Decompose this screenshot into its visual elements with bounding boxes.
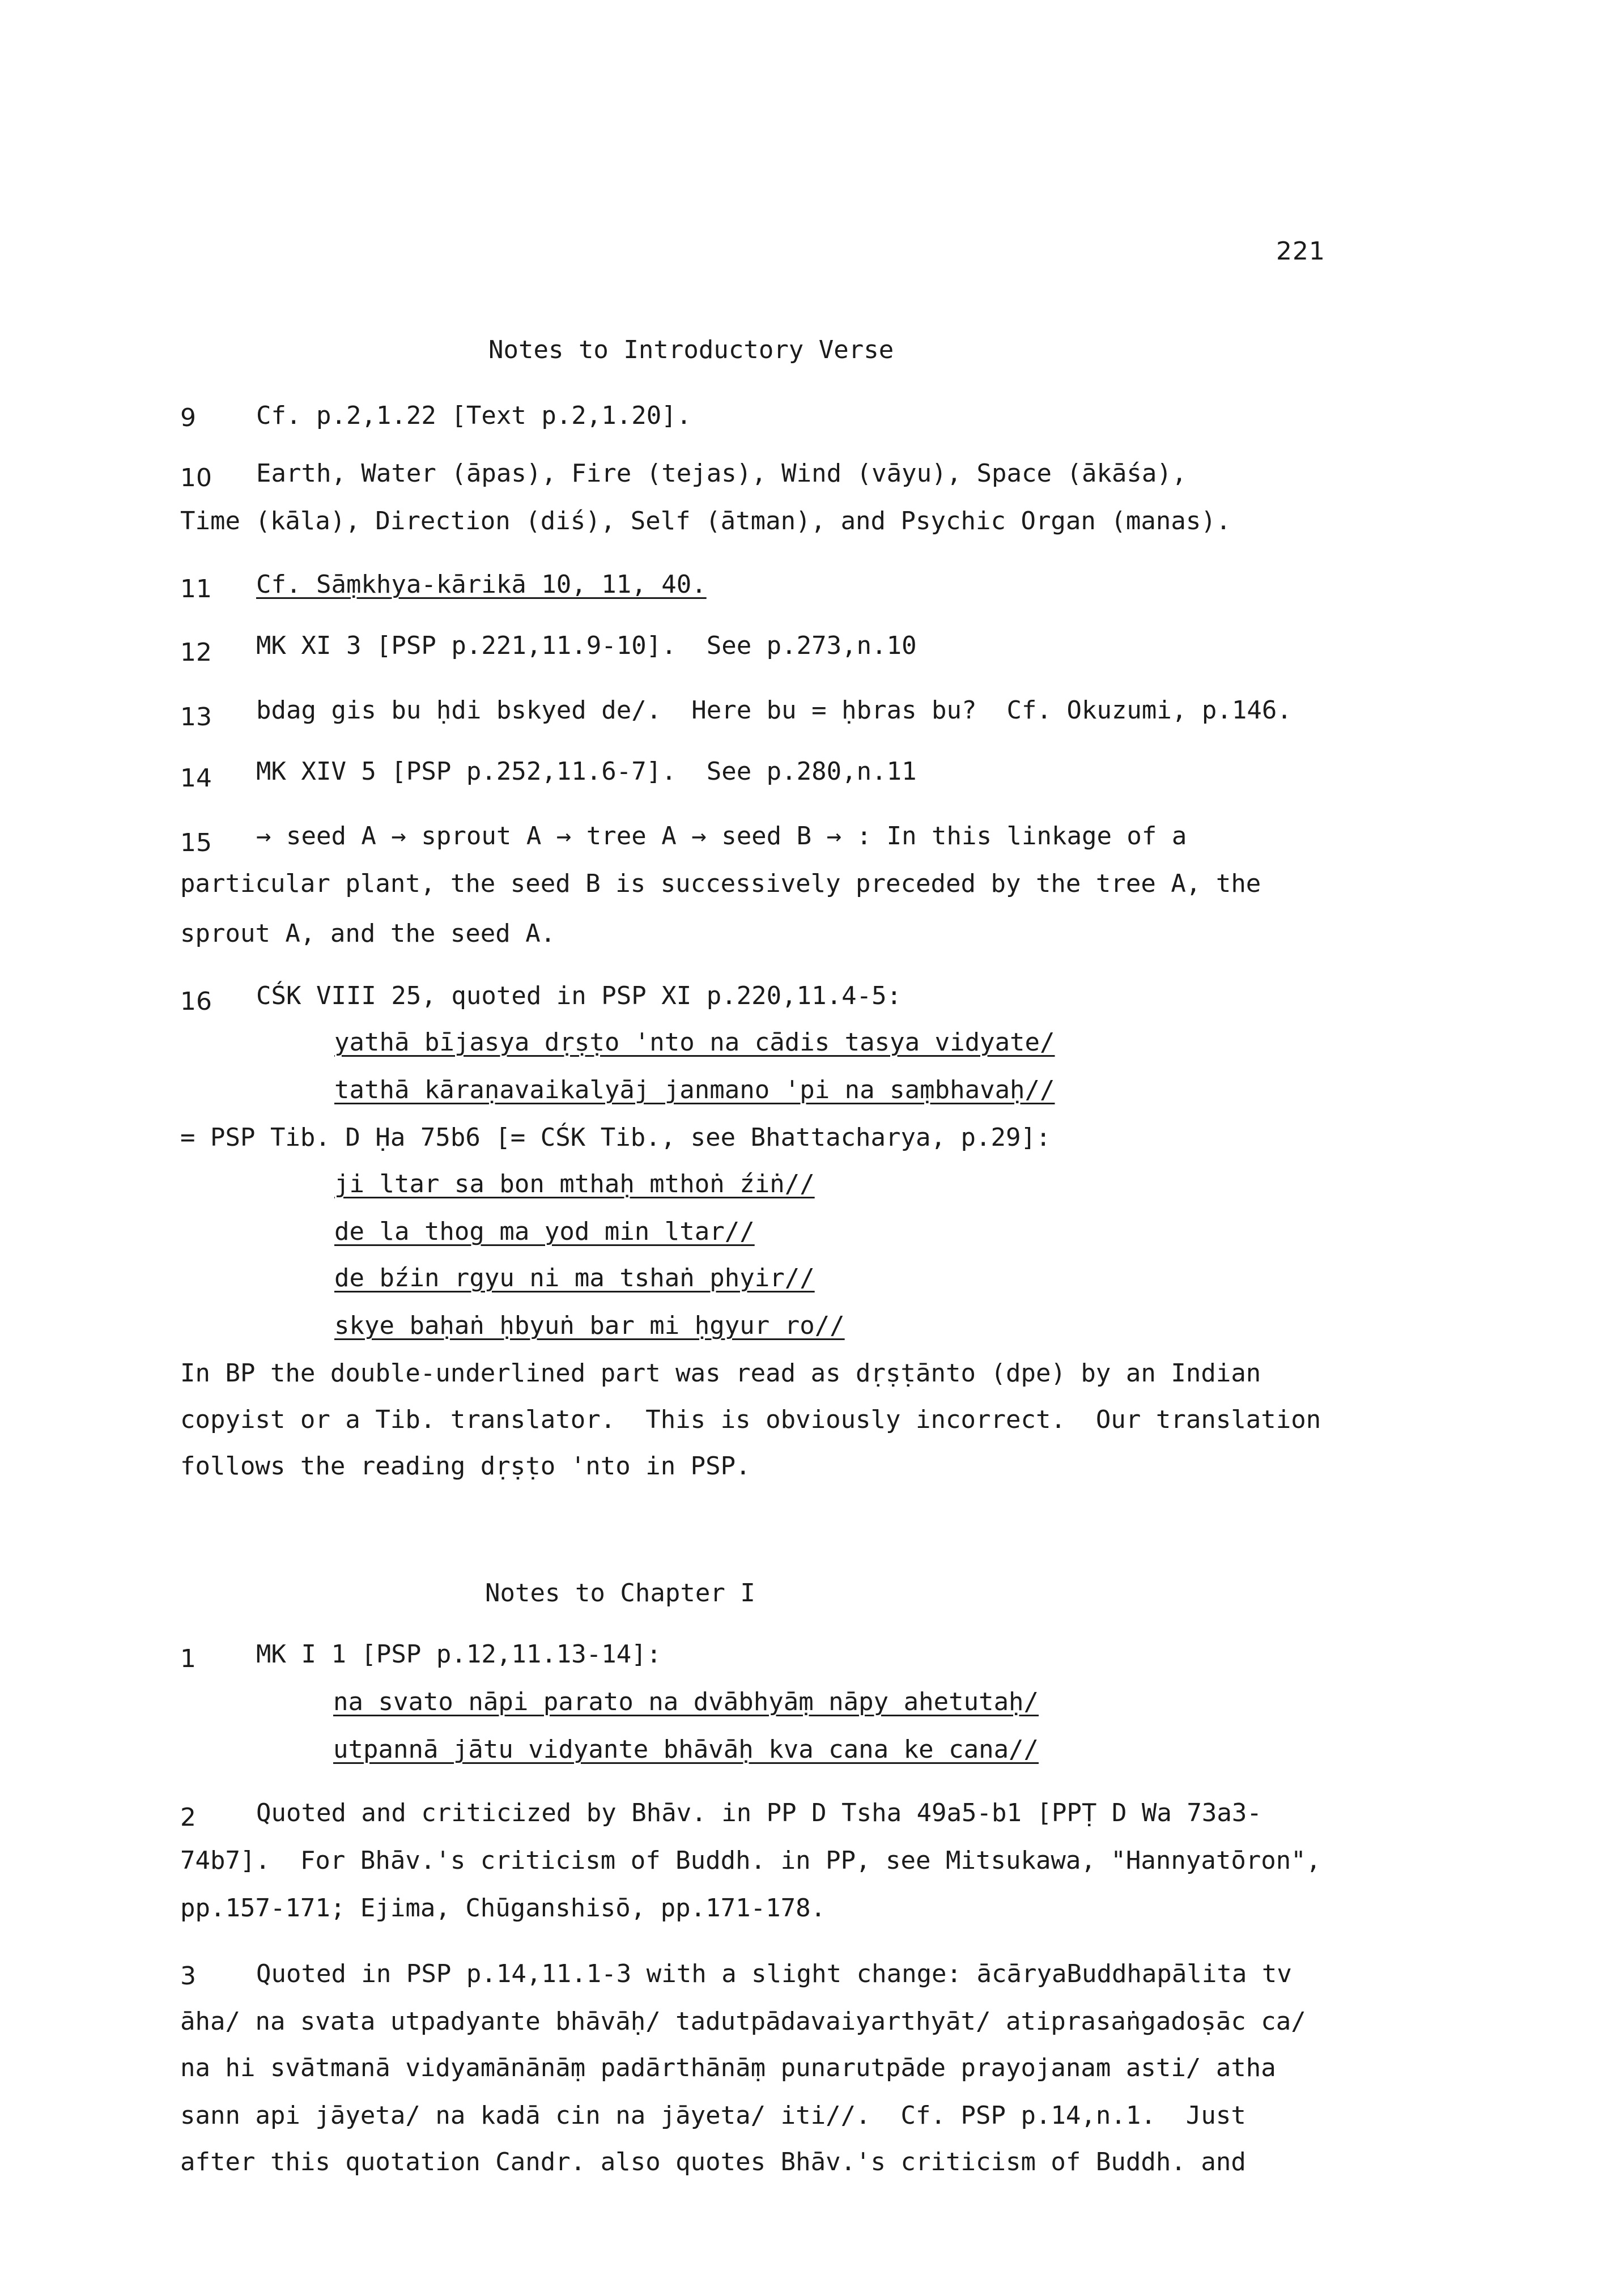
note-number: 14 xyxy=(180,764,212,793)
quoted-verse: ji ltar sa bon mthaḥ mthoṅ źiṅ// xyxy=(334,1170,815,1198)
note-number: 10 xyxy=(180,464,212,492)
note-number: 13 xyxy=(180,703,212,732)
quoted-verse: na svato nāpi parato na dvābhyāṃ nāpy ahetutaḥ/ xyxy=(333,1687,1039,1716)
section-heading: Notes to Chapter I xyxy=(485,1579,755,1608)
quoted-verse: yathā bījasya dṛṣṭo 'nto na cādis tasya vidyate/ xyxy=(334,1028,1055,1057)
section-heading: Notes to Introductory Verse xyxy=(488,335,894,364)
note-line: after this quotation Candr. also quotes Bhāv.'s criticism of Buddh. and xyxy=(180,2148,1246,2176)
note-number: 11 xyxy=(180,575,212,603)
note-line: 74b7]. For Bhāv.'s criticism of Buddh. in PP, see Mitsukawa, "Hannyatōron", xyxy=(180,1846,1321,1875)
note-number: 3 xyxy=(180,1962,196,1991)
note-line: MK XI 3 [PSP p.221,11.9-10]. See p.273,n.10 xyxy=(256,631,917,660)
note-line: Earth, Water (āpas), Fire (tejas), Wind (vāyu), Space (ākāśa), xyxy=(256,459,1187,488)
note-number: 12 xyxy=(180,638,212,667)
quoted-verse: skye baḥaṅ ḥbyuṅ bar mi ḥgyur ro// xyxy=(334,1311,845,1340)
quoted-verse: utpannā jātu vidyante bhāvāḥ kva cana ke cana// xyxy=(333,1735,1039,1764)
note-line: MK XIV 5 [PSP p.252,11.6-7]. See p.280,n.11 xyxy=(256,757,917,786)
note-line: Time (kāla), Direction (diś), Self (ātman), and Psychic Organ (manas). xyxy=(180,507,1231,535)
note-line: Quoted and criticized by Bhāv. in PP D Tsha 49a5-b1 [PPṬ D Wa 73a3- xyxy=(256,1798,1262,1827)
note-line: copyist or a Tib. translator. This is obviously incorrect. Our translation xyxy=(180,1405,1321,1434)
note-line: Cf. Sāṃkhya-kārikā 10, 11, 40. xyxy=(256,570,707,599)
note-line: particular plant, the seed B is successively preceded by the tree A, the xyxy=(180,869,1261,898)
note-line: sann api jāyeta/ na kadā cin na jāyeta/ iti//. Cf. PSP p.14,n.1. Just xyxy=(180,2101,1246,2130)
quoted-verse: de bźin rgyu ni ma tshaṅ phyir// xyxy=(334,1264,815,1292)
quoted-verse: tathā kāraṇavaikalyāj janmano 'pi na saṃbhavaḥ// xyxy=(334,1075,1055,1104)
note-line: In BP the double-underlined part was read as dṛṣṭānto (dpe) by an Indian xyxy=(180,1359,1261,1388)
quoted-verse: de la thog ma yod min ltar// xyxy=(334,1217,755,1246)
note-number: 15 xyxy=(180,828,212,857)
note-line: follows the reading dṛṣṭo 'nto in PSP. xyxy=(180,1452,751,1481)
note-line: bdag gis bu ḥdi bskyed de/. Here bu = ḥbras bu? Cf. Okuzumi, p.146. xyxy=(256,696,1292,725)
note-line: Cf. p.2,1.22 [Text p.2,1.20]. xyxy=(256,401,692,430)
note-line: → seed A → sprout A → tree A → seed B → : In this linkage of a xyxy=(256,822,1187,851)
note-line: na hi svātmanā vidyamānānāṃ padārthānāṃ punarutpāde prayojanam asti/ atha xyxy=(180,2053,1276,2082)
note-number: 16 xyxy=(180,987,212,1016)
note-line: = PSP Tib. D Ḥa 75b6 [= CŚK Tib., see Bhattacharya, p.29]: xyxy=(180,1123,1051,1152)
note-line: pp.157-171; Ejima, Chūganshisō, pp.171-178. xyxy=(180,1894,826,1923)
note-line: MK I 1 [PSP p.12,11.13-14]: xyxy=(256,1640,662,1669)
note-line: Quoted in PSP p.14,11.1-3 with a slight change: ācāryaBuddhapālita tv xyxy=(256,1959,1292,1988)
note-number: 1 xyxy=(180,1644,196,1673)
note-line: sprout A, and the seed A. xyxy=(180,919,556,948)
note-number: 9 xyxy=(180,403,196,432)
note-line: CŚK VIII 25, quoted in PSP XI p.220,11.4-5: xyxy=(256,981,902,1010)
note-line: āha/ na svata utpadyante bhāvāḥ/ tadutpādavaiyarthyāt/ atiprasaṅgadoṣāc ca/ xyxy=(180,2007,1306,2036)
page-number: 221 xyxy=(1276,237,1325,266)
note-number: 2 xyxy=(180,1803,196,1832)
